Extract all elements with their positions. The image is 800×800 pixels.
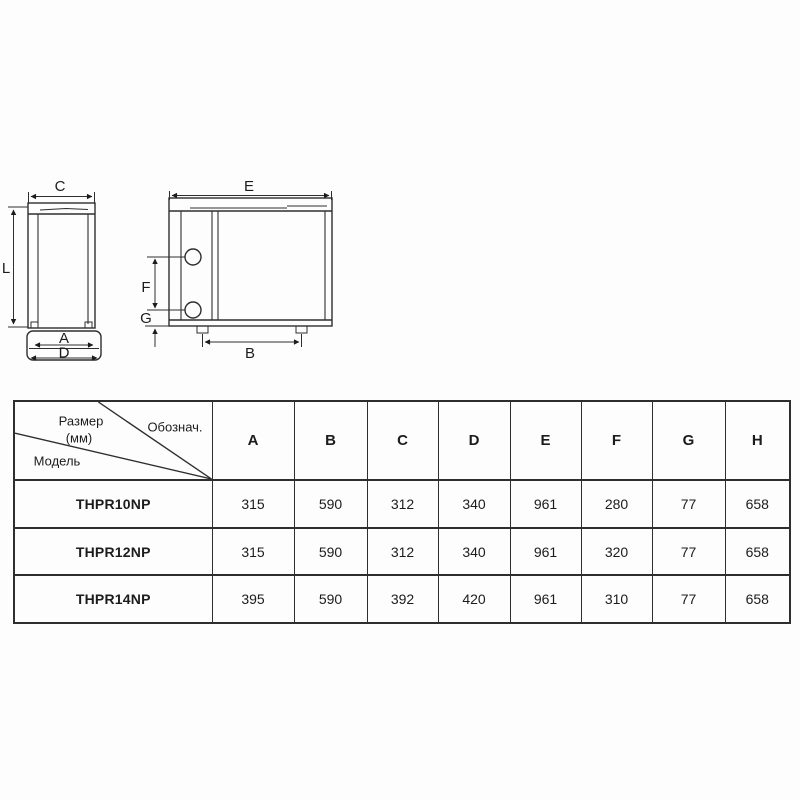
front-body <box>169 198 332 326</box>
column-header-a: A <box>212 401 294 480</box>
value-cell: 315 <box>212 480 294 528</box>
corner-size-label: Размер <box>58 413 104 429</box>
corner-size-unit: (мм) <box>65 430 93 446</box>
corner-model-label: Модель <box>33 453 81 469</box>
value-cell: 590 <box>294 575 367 623</box>
column-header-h: H <box>725 401 790 480</box>
value-cell: 77 <box>652 575 725 623</box>
value-cell: 320 <box>581 528 652 575</box>
column-header-f: F <box>581 401 652 480</box>
value-cell: 312 <box>367 480 438 528</box>
dim-label-l: L <box>1 260 11 277</box>
table-row <box>14 575 790 623</box>
value-cell: 658 <box>725 480 790 528</box>
corner-header-cell <box>14 401 212 480</box>
value-cell: 340 <box>438 480 510 528</box>
value-cell: 961 <box>510 480 581 528</box>
value-cell: 392 <box>367 575 438 623</box>
column-header-d: D <box>438 401 510 480</box>
side-view-drawing <box>2 178 101 362</box>
value-cell: 315 <box>212 528 294 575</box>
value-cell: 77 <box>652 480 725 528</box>
dim-label-d: D <box>58 344 70 362</box>
value-cell: 77 <box>652 528 725 575</box>
column-header-c: C <box>367 401 438 480</box>
value-cell: 312 <box>367 528 438 575</box>
value-cell: 340 <box>438 528 510 575</box>
model-name: THPR10NP <box>14 480 212 528</box>
corner-designation-label: Обознач. <box>147 419 203 435</box>
model-name: THPR14NP <box>14 575 212 623</box>
value-cell: 395 <box>212 575 294 623</box>
dimension-drawings <box>0 0 800 396</box>
value-cell: 310 <box>581 575 652 623</box>
table-row <box>14 480 790 528</box>
dimensions-table <box>13 400 791 624</box>
upper-pipe-hole <box>185 249 201 265</box>
dim-label-f: F <box>141 279 151 296</box>
front-view-drawing <box>140 178 332 362</box>
value-cell: 420 <box>438 575 510 623</box>
value-cell: 961 <box>510 528 581 575</box>
dim-label-e: E <box>243 178 255 195</box>
value-cell: 658 <box>725 528 790 575</box>
model-name: THPR12NP <box>14 528 212 575</box>
column-header-b: B <box>294 401 367 480</box>
value-cell: 961 <box>510 575 581 623</box>
value-cell: 280 <box>581 480 652 528</box>
table-row <box>14 528 790 575</box>
dim-label-a: A <box>58 330 70 347</box>
column-header-e: E <box>510 401 581 480</box>
column-header-g: G <box>652 401 725 480</box>
table-header-row <box>14 401 790 480</box>
dim-label-b: B <box>244 345 256 362</box>
dim-label-g: G <box>140 310 152 327</box>
value-cell: 590 <box>294 480 367 528</box>
value-cell: 590 <box>294 528 367 575</box>
lower-pipe-hole <box>185 302 201 318</box>
dim-label-c: C <box>54 178 66 195</box>
value-cell: 658 <box>725 575 790 623</box>
